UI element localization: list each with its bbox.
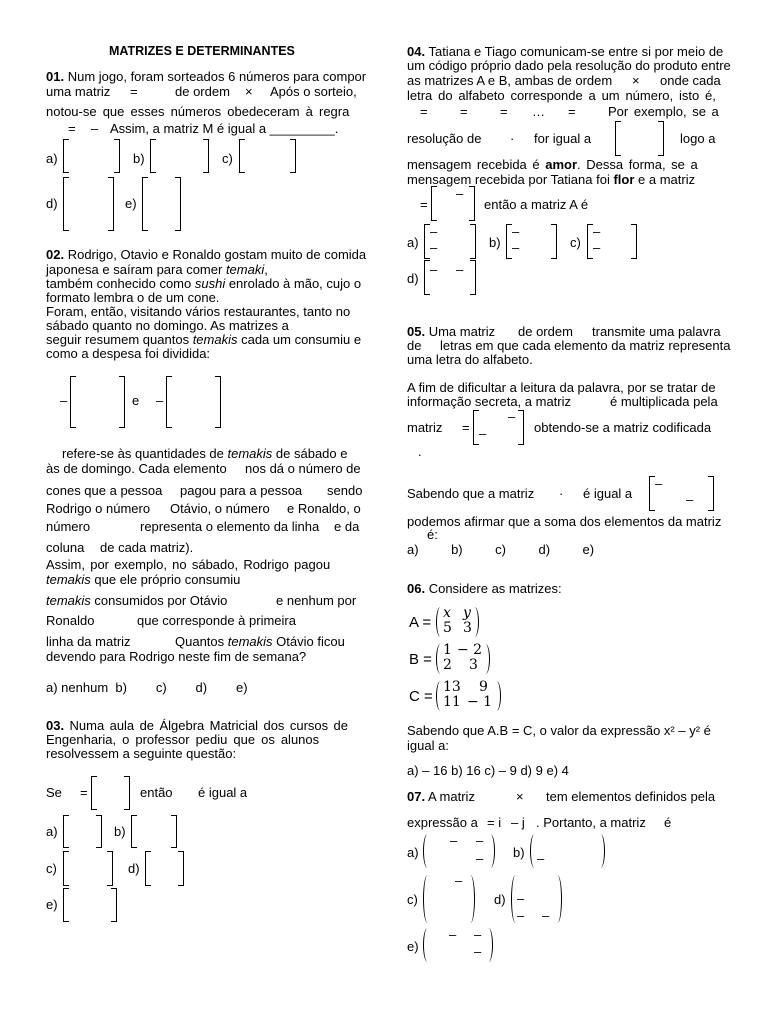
- q02-line2: japonesa e saíram para comer temaki,: [46, 262, 268, 277]
- q05-line1: 05. Uma matriz: [407, 324, 496, 339]
- q02-line14b: de cada matriz).: [100, 540, 194, 555]
- q03-b-bracket-right: [171, 815, 177, 848]
- q07-e-minus2: –: [474, 927, 482, 942]
- q07-line1b: ×: [516, 789, 524, 804]
- q07-c-paren-right: [466, 875, 475, 923]
- q05-key-minus2: –: [479, 426, 487, 441]
- q07-line2e: é: [664, 815, 672, 830]
- q04-opt-d[interactable]: d): [407, 271, 419, 286]
- q05-line8c: é igual a: [583, 486, 633, 501]
- q01-line4c: Assim, a matriz M é igual a _________.: [110, 121, 339, 136]
- q02-m2-bracket-left: [166, 376, 172, 428]
- q03-opt-d[interactable]: d): [128, 861, 140, 876]
- q04-line5a: =: [420, 104, 428, 119]
- q04-opt-c[interactable]: c): [570, 235, 581, 250]
- q02-line11b: pagou para a pessoa: [180, 483, 303, 498]
- q04-b-minus2: –: [512, 240, 520, 255]
- q07-line2d: . Portanto, a matriz: [536, 815, 646, 830]
- q04-line6a: resolução de: [407, 131, 482, 146]
- q04-ex-bracket-left: [615, 121, 621, 156]
- q02-line11c: sendo: [327, 483, 363, 498]
- q07-line2b: = i: [487, 815, 502, 830]
- q05-key-bracket-right: [518, 410, 524, 445]
- q04-b2-bracket-right: [551, 224, 557, 259]
- q04-line5e: =: [568, 104, 576, 119]
- q04-line1: 04. Tatiana e Tiago comunicam-se entre si por meio de: [407, 44, 724, 59]
- q04-line8: mensagem recebida por Tatiana foi flor e a matriz: [407, 172, 696, 187]
- q06-c-r2c1: 11: [443, 694, 461, 710]
- q02-line14a: coluna: [46, 540, 85, 555]
- q02-line3: também conhecido como sushi enrolado à mão, cujo o: [46, 276, 362, 291]
- q02-line12c: e Ronaldo, o: [287, 501, 361, 516]
- q06-b-r1c2: − 2: [457, 642, 483, 658]
- q03-a-bracket-left: [63, 815, 69, 848]
- q07-c-paren-left: [423, 875, 432, 923]
- q04-line5b: =: [460, 104, 468, 119]
- q04-line6d: logo a: [680, 131, 716, 146]
- q07-opt-c[interactable]: c): [407, 892, 418, 907]
- q07-d-paren-right: [553, 875, 562, 923]
- q06-a-r2c2: 3: [463, 620, 472, 636]
- q06-a-r1c2: y: [463, 605, 471, 621]
- q01-a-bracket-left: [63, 139, 69, 173]
- q05-res-minus1: –: [655, 476, 663, 491]
- q01-line2b: =: [130, 84, 138, 99]
- q04-b-bracket-right: [469, 186, 475, 221]
- q07-e-paren-right: [484, 928, 493, 962]
- q04-opt-b[interactable]: b): [489, 235, 501, 250]
- q02-line15: Assim, por exemplo, no sábado, Rodrigo pagou: [46, 557, 331, 572]
- q04-number: 04.: [407, 44, 426, 59]
- q04-line9a: =: [420, 197, 428, 212]
- q06-a-paren-right: [470, 607, 479, 637]
- q04-line3c: onde cada: [660, 73, 721, 88]
- q06-c-paren-right: [492, 681, 501, 711]
- q01-opt-b[interactable]: b): [133, 151, 145, 166]
- q03-opt-e[interactable]: e): [46, 897, 58, 912]
- q03-d-bracket-right: [178, 851, 184, 886]
- q04-opt-a[interactable]: a): [407, 235, 419, 250]
- q05-line2b: letras em que cada elemento da matriz representa: [440, 338, 731, 353]
- q04-c-minus2: –: [593, 240, 601, 255]
- q07-opt-b[interactable]: b): [513, 845, 525, 860]
- q02-line18b: que corresponde à primeira: [137, 613, 296, 628]
- q01-c-bracket-left: [239, 139, 245, 173]
- q01-c-bracket-right: [290, 139, 296, 173]
- q01-line2a: uma matriz: [46, 84, 111, 99]
- q04-d-minus2: –: [456, 262, 464, 277]
- q01-opt-d[interactable]: d): [46, 196, 58, 211]
- q07-opt-e[interactable]: e): [407, 939, 419, 954]
- q02-line13b: representa o elemento da linha: [140, 519, 320, 534]
- q05-line7: .: [418, 444, 422, 459]
- q03-number: 03.: [46, 718, 65, 733]
- q05-res-minus2: –: [686, 492, 694, 507]
- q05-line1b: de ordem: [518, 324, 573, 339]
- q03-opt-b[interactable]: b): [114, 824, 126, 839]
- q05-line1c: transmite uma palavra: [592, 324, 721, 339]
- q02-line8: como a despesa foi dividida:: [46, 346, 211, 361]
- q02-line10b: nos dá o número de: [245, 461, 361, 476]
- q06-b-r2c2: 3: [469, 657, 478, 673]
- q02-line5: Foram, então, visitando vários restaurantes, tanto no: [46, 304, 351, 319]
- q01-e-bracket-right: [175, 177, 181, 231]
- q02-line19a: linha da matriz: [46, 634, 131, 649]
- q07-e-minus1: –: [449, 927, 457, 942]
- q07-a-paren-left: [423, 834, 432, 868]
- q04-a-bracket-right: [470, 224, 476, 259]
- q02-line19b: Quantos temakis Otávio ficou: [175, 634, 345, 649]
- q06-line2: Sabendo que A.B = C, o valor da expressão x² – y² é: [407, 723, 711, 738]
- q04-line9b: –: [456, 186, 464, 201]
- q03-a-bracket-right: [96, 815, 102, 848]
- q03-bracket-right: [124, 776, 130, 810]
- q07-d-minus1: –: [517, 891, 525, 906]
- q07-a-minus1: –: [450, 833, 458, 848]
- q07-line1: 07. A matriz: [407, 789, 475, 804]
- q01-line2c: de ordem: [175, 84, 230, 99]
- q06-b-r1c1: 1: [443, 642, 452, 658]
- q05-line5b: é multiplicada pela: [610, 394, 718, 409]
- q05-line2a: de: [407, 338, 422, 353]
- q02-line4: formato lembra o de um cone.: [46, 290, 220, 305]
- q02-line13c: e da: [334, 519, 360, 534]
- q07-a-minus2: –: [476, 833, 484, 848]
- q02-line18a: Ronaldo: [46, 613, 95, 628]
- q03-line3: resolvessem a seguinte questão:: [46, 746, 237, 761]
- q05-line9: podemos afirmar que a soma dos elementos da matriz: [407, 514, 722, 529]
- q02-m1-bracket-left: [70, 376, 76, 428]
- q04-line9c: então a matriz A é: [484, 197, 589, 212]
- q05-line5a: informação secreta, a matriz: [407, 394, 572, 409]
- q05-number: 05.: [407, 324, 426, 339]
- q02-minus-2: –: [156, 393, 164, 408]
- q06-line1: 06. Considere as matrizes:: [407, 581, 562, 596]
- q03-d-bracket-left: [145, 851, 151, 886]
- q04-line4: letra do alfabeto corresponde a um número, isto é,: [407, 88, 716, 103]
- q02-line9: refere-se às quantidades de temakis de sábado e: [62, 446, 348, 461]
- q06-number: 06.: [407, 581, 426, 596]
- q07-e-paren-left: [423, 928, 432, 962]
- q06-c-r1c1: 13: [443, 679, 461, 695]
- q05-line6a: matriz: [407, 420, 443, 435]
- q02-line12b: Otávio, o número: [170, 501, 270, 516]
- q01-b-bracket-right: [203, 139, 209, 173]
- q07-line1c: tem elementos definidos pela: [546, 789, 716, 804]
- q03-se: Se: [46, 785, 62, 800]
- q01-line2d: ×: [245, 84, 253, 99]
- q02-m1-bracket-right: [119, 376, 125, 428]
- q02-line13a: número: [46, 519, 91, 534]
- q03-equal-to: é igual a: [198, 785, 248, 800]
- q07-c-minus1: –: [455, 873, 463, 888]
- q04-a-minus2: –: [430, 240, 438, 255]
- q05-line3: uma letra do alfabeto.: [407, 352, 533, 367]
- q03-then: então: [140, 785, 173, 800]
- q03-bracket-left: [91, 776, 97, 810]
- q06-b-r2c1: 2: [443, 657, 452, 673]
- q05-line6b: =: [462, 420, 470, 435]
- q03-e-bracket-right: [111, 888, 117, 922]
- q07-e-minus3: –: [474, 944, 482, 959]
- q02-answers[interactable]: a) nenhum b) c) d) e): [46, 680, 248, 695]
- q07-number: 07.: [407, 789, 426, 804]
- q01-e-bracket-left: [142, 177, 148, 231]
- q06-c-r2c2: − 1: [467, 694, 493, 710]
- q07-d-minus3: –: [542, 908, 550, 923]
- q04-ex-bracket-right: [658, 121, 664, 156]
- q02-minus-1: –: [60, 393, 68, 408]
- q02-line20: devendo para Rodrigo neste fim de semana?: [46, 649, 307, 664]
- q04-d-bracket-right: [470, 260, 476, 295]
- q05-line10: é:: [427, 527, 438, 542]
- q07-line2c: – j: [511, 815, 525, 830]
- q01-line3: notou-se que esses números obedeceram à regra: [46, 104, 350, 119]
- q01-opt-a[interactable]: a): [46, 151, 58, 166]
- q05-line6e: obtendo-se a matriz codificada: [534, 420, 712, 435]
- q07-opt-a[interactable]: a): [407, 845, 419, 860]
- q07-a-paren-right: [486, 834, 495, 868]
- q04-b-bracket-left: [431, 186, 437, 221]
- q02-line10a: às de domingo. Cada elemento: [46, 461, 227, 476]
- q02-line17a: temakis consumidos por Otávio: [46, 593, 228, 608]
- q04-c-minus1: –: [593, 224, 601, 239]
- q01-d-bracket-right: [108, 177, 114, 231]
- q03-e-bracket-left: [63, 888, 69, 922]
- q02-line17c: e nenhum por: [276, 593, 357, 608]
- q04-line3a: as matrizes A e B, ambas de ordem: [407, 73, 613, 88]
- q03-c-bracket-right: [107, 851, 113, 886]
- q01-opt-e[interactable]: e): [125, 196, 137, 211]
- q03-eq: =: [80, 785, 88, 800]
- q03-c-bracket-left: [63, 851, 69, 886]
- q06-b-paren-right: [481, 644, 490, 674]
- q07-a-minus3: –: [476, 851, 484, 866]
- q04-line5d: …: [532, 104, 545, 119]
- q02-number: 02.: [46, 247, 65, 262]
- q04-line5f: Por exemplo, se a: [608, 104, 719, 119]
- q03-line1: 03. Numa aula de Álgebra Matricial dos cursos de: [46, 718, 349, 733]
- q02-line16: temakis que ele próprio consumiu: [46, 572, 241, 587]
- q06-a-r1c1: x: [443, 605, 451, 621]
- q03-b-bracket-left: [131, 815, 137, 848]
- q07-opt-d[interactable]: d): [494, 892, 506, 907]
- q02-line6: sábado quanto no domingo. As matrizes a: [46, 318, 289, 333]
- q02-line1: 02. Rodrigo, Otavio e Ronaldo gostam muito de comida: [46, 247, 367, 262]
- q04-line5c: =: [500, 104, 508, 119]
- q04-line6b: ·: [510, 131, 515, 146]
- q04-c-bracket-right: [631, 224, 637, 259]
- page-title: MATRIZES E DETERMINANTES: [109, 44, 295, 58]
- q05-line8a: Sabendo que a matriz: [407, 486, 535, 501]
- q04-line3b: ×: [632, 73, 640, 88]
- q01-line4a: =: [68, 121, 76, 136]
- q06-line3: igual a:: [407, 738, 449, 753]
- q07-b-paren-right: [596, 834, 605, 868]
- q04-line2: um código próprio dado pela resolução do produto entre: [407, 58, 731, 73]
- q07-line2a: expressão a: [407, 815, 478, 830]
- q03-opt-c[interactable]: c): [46, 861, 57, 876]
- q06-matrix-a-label: A =: [409, 614, 432, 631]
- q02-line7: seguir resumem quantos temakis cada um consumiu e: [46, 332, 362, 347]
- q05-line8b: ·: [559, 486, 564, 501]
- q07-d-minus2: –: [517, 908, 525, 923]
- q06-matrix-c-label: C =: [409, 688, 433, 705]
- q04-line7: mensagem recebida é amor. Dessa forma, se a: [407, 157, 698, 172]
- q01-line1: 01. Num jogo, foram sorteados 6 números para compor: [46, 69, 367, 84]
- q02-line11a: cones que a pessoa: [46, 483, 163, 498]
- q05-key-minus1: –: [508, 409, 516, 424]
- q01-line4b: –: [91, 121, 99, 136]
- q05-answers[interactable]: a) b) c) d) e): [407, 542, 595, 557]
- q02-line12a: Rodrigo o número: [46, 501, 151, 516]
- q04-b-minus1: –: [512, 224, 520, 239]
- q06-answers[interactable]: a) – 16 b) 16 c) – 9 d) 9 e) 4: [407, 763, 569, 778]
- q02-and: e: [132, 393, 140, 408]
- q03-opt-a[interactable]: a): [46, 824, 58, 839]
- q06-c-r1c2: 9: [479, 679, 488, 695]
- q01-b-bracket-left: [150, 139, 156, 173]
- q04-a-minus1: –: [430, 224, 438, 239]
- q01-line2e: Após o sorteio,: [270, 84, 357, 99]
- q03-line2: Engenharia, o professor pediu que os alunos: [46, 732, 320, 747]
- q05-line4: A fim de dificultar a leitura da palavra, por se tratar de: [407, 380, 716, 395]
- q01-number: 01.: [46, 69, 65, 84]
- q07-b-minus1: –: [537, 851, 545, 866]
- q04-d-minus1: –: [430, 262, 438, 277]
- q06-a-r2c1: 5: [443, 620, 452, 636]
- q04-line6c: for igual a: [534, 131, 592, 146]
- q06-matrix-b-label: B =: [409, 651, 432, 668]
- q01-opt-c[interactable]: c): [222, 151, 233, 166]
- q01-d-bracket-left: [63, 177, 69, 231]
- q02-m2-bracket-right: [215, 376, 221, 428]
- q01-a-bracket-right: [114, 139, 120, 173]
- q05-res-bracket-right: [708, 476, 714, 511]
